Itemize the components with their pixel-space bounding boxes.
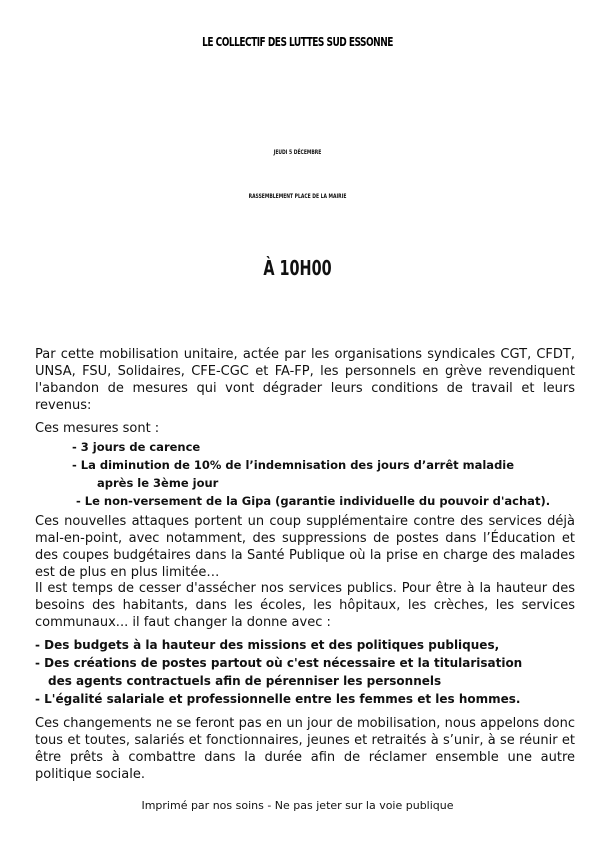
measures-intro: Ces mesures sont : (35, 421, 160, 436)
paragraph-call-to-action: Ces changements ne se feront pas en un jour de mobilisation, nous appelons donc tous et toutes, salariés et fonctionnaires, jeunes et retraités à s’unir, à se réunir et être prêts à combattre dans la durée afin de réclamer ensemble une autre politique sociale. (35, 716, 575, 782)
measure-item: - Le non-versement de la Gipa (garantie individuelle du pouvoir d'achat). (76, 494, 551, 508)
flyer-title: LE COLLECTIF DES LUTTES SUD ESSONNE (202, 36, 393, 50)
paragraph-public-services: Il est temps de cesser d'assécher nos services publics. Pour être à la hauteur des besoins des habitants, dans les écoles, les hôpitaux, les crèches, les services communaux... il faut changer la donne avec : (35, 581, 575, 630)
demand-item: - Des créations de postes partout où c'est nécessaire et la titularisation (35, 656, 523, 670)
paragraph-mobilisation: Par cette mobilisation unitaire, actée par les organisations syndicales CGT, CFDT, UNSA, FSU, Solidaires, CFE-CGC et FA-FP, les personnels en grève revendiquent l'abandon de mesures qui vont dégrader leurs conditions de travail et leurs revenus: (35, 347, 575, 413)
event-time: À 10H00 (263, 256, 332, 280)
demand-item: - Des budgets à la hauteur des missions et des politiques publiques, (35, 638, 500, 652)
measure-item: - La diminution de 10% de l’indemnisation des jours d’arrêt maladie (72, 458, 515, 472)
event-date: JEUDI 5 DÉCEMBRE (273, 149, 322, 157)
footer-note: Imprimé par nos soins - Ne pas jeter sur la voie publique (141, 799, 454, 812)
demand-item: - L'égalité salariale et professionnelle entre les femmes et les hommes. (35, 692, 521, 706)
measure-item-continuation: après le 3ème jour (97, 476, 219, 490)
paragraph-attacks: Ces nouvelles attaques portent un coup supplémentaire contre des services déjà mal-en-point, avec notamment, des suppressions de postes dans l’Éducation et des coupes budgétaires dans la Santé Publique où la prise en charge des malades est de plus en plus limitée… (35, 514, 575, 580)
measure-item: - 3 jours de carence (72, 440, 201, 454)
demand-item-continuation: des agents contractuels afin de pérenniser les personnels (48, 674, 442, 688)
event-place: RASSEMBLEMENT PLACE DE LA MAIRIE (248, 193, 347, 201)
